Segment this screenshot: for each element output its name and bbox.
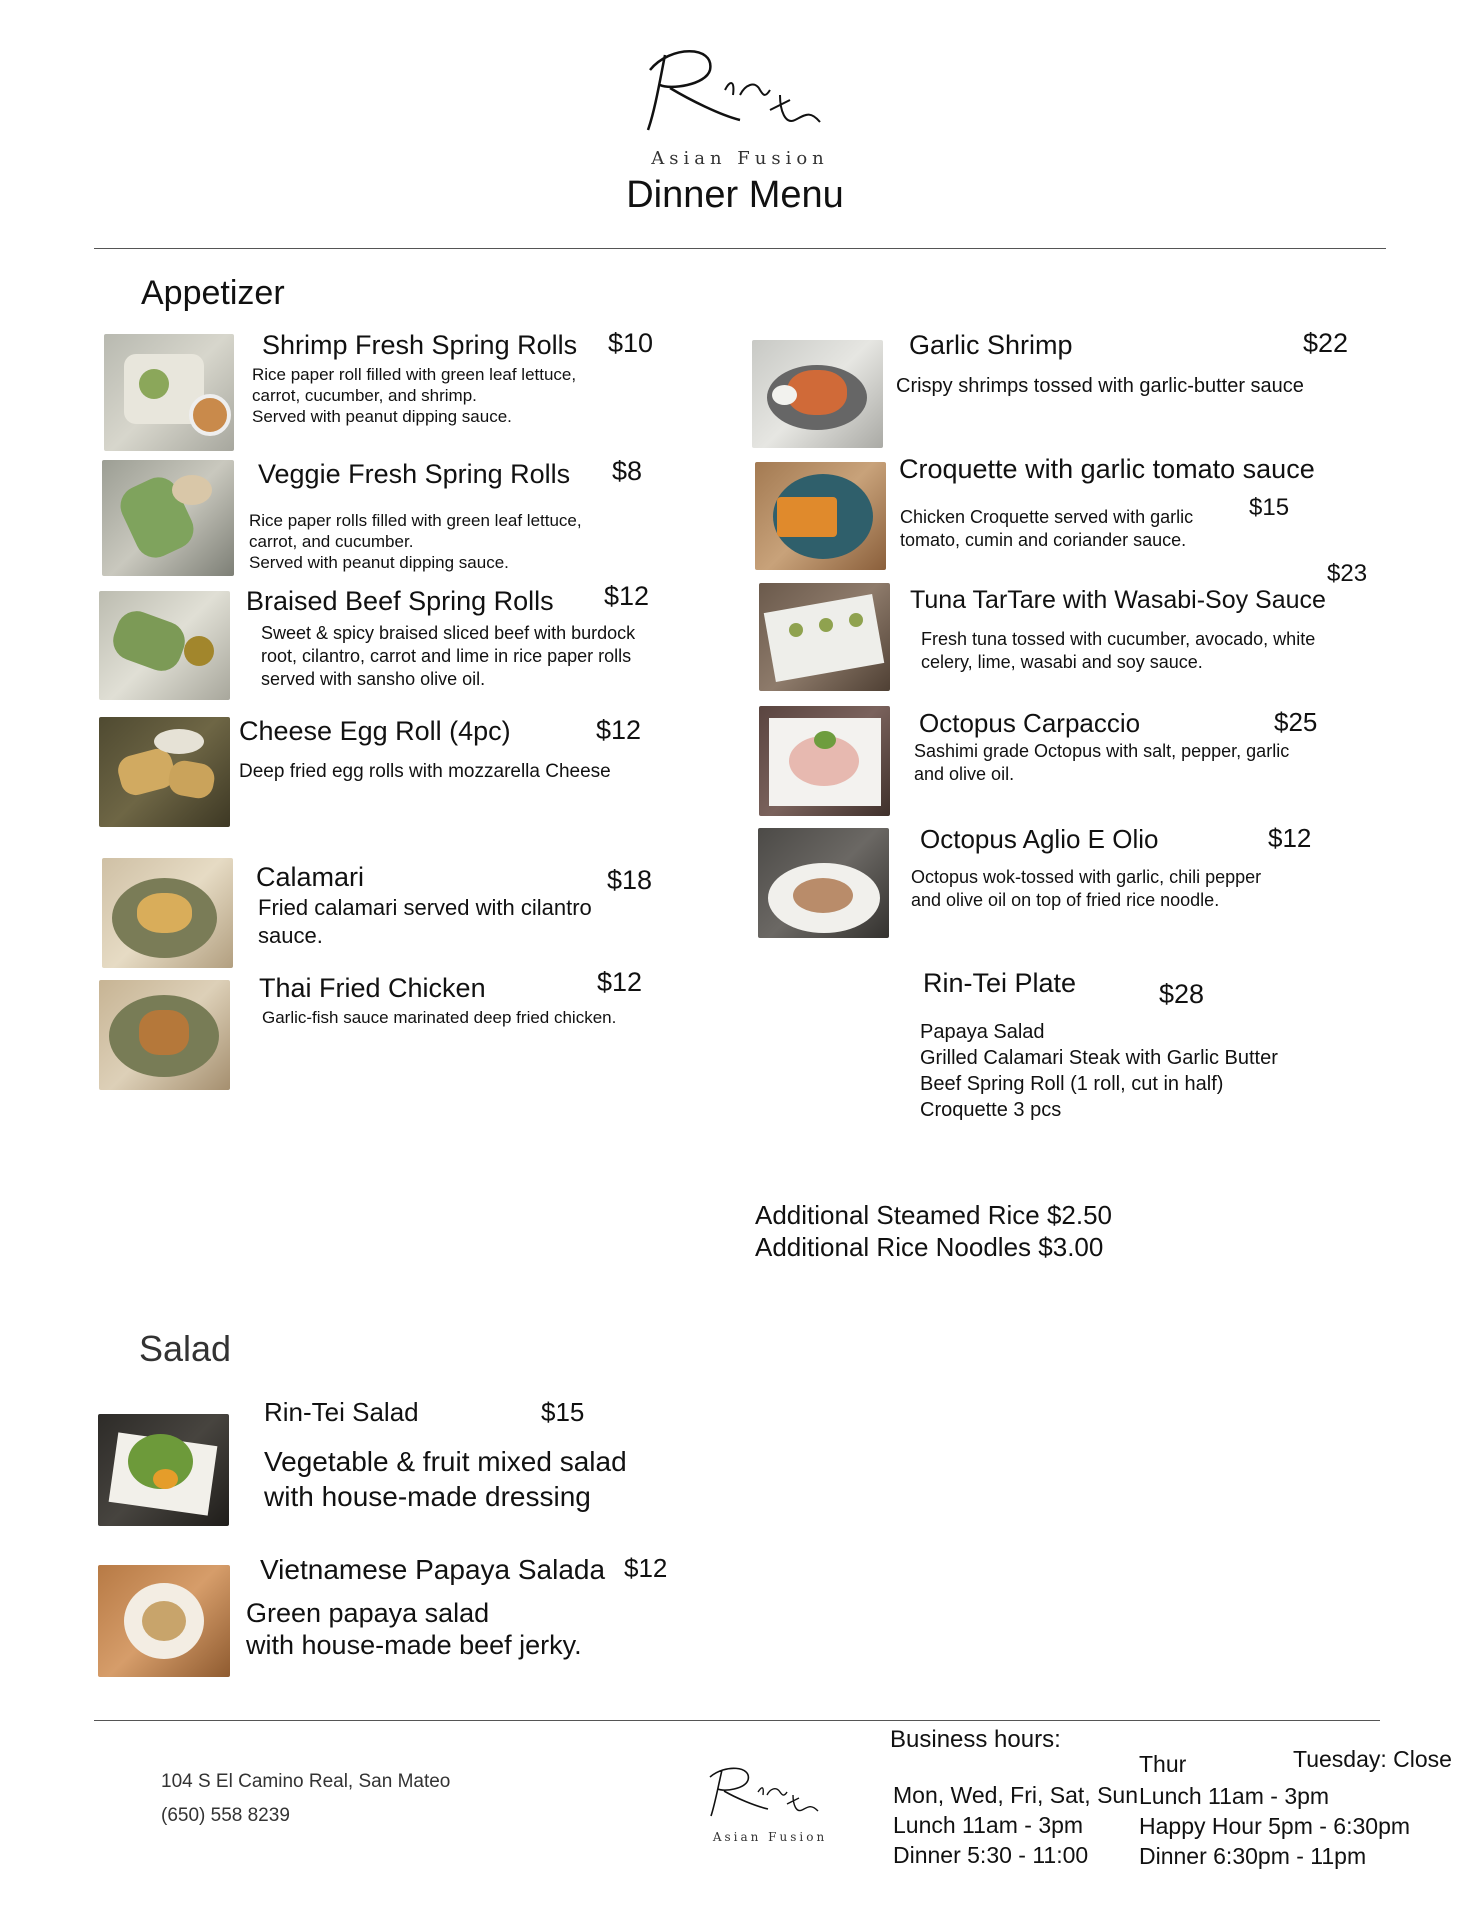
item-description: Green papaya salad with house-made beef jerky.	[246, 1598, 582, 1660]
braised-beef-rolls-photo	[99, 591, 230, 700]
item-name: Veggie Fresh Spring Rolls	[258, 459, 571, 489]
phone: (650) 558 8239	[161, 1805, 290, 1826]
hours-title: Business hours:	[890, 1726, 1061, 1753]
thai-fried-chicken-photo	[99, 980, 230, 1090]
item-description: Vegetable & fruit mixed salad with house-made dressing	[264, 1446, 627, 1512]
item-name: Rin-Tei Salad	[264, 1397, 419, 1427]
item-description: Fried calamari served with cilantro sauce.	[258, 895, 592, 948]
calamari-photo	[102, 858, 233, 968]
shrimp-spring-rolls-photo	[104, 334, 234, 451]
garlic-shrimp-photo	[752, 340, 883, 448]
item-price: $15	[1249, 494, 1290, 521]
tuna-tartare-photo	[759, 583, 890, 691]
hours-closed: Tuesday: Close	[1293, 1746, 1452, 1772]
appetizer-heading: Appetizer	[141, 274, 285, 312]
item-price: $25	[1274, 707, 1318, 737]
veggie-spring-rolls-photo	[102, 460, 234, 576]
item-price: $10	[608, 328, 654, 358]
item-description: Rice paper roll filled with green leaf lettuce, carrot, cucumber, and shrimp. Served with peanut dipping sauce.	[252, 365, 577, 426]
item-price: $18	[607, 865, 653, 895]
header-divider	[94, 248, 1386, 249]
item-description: Chicken Croquette served with garlic tomato, cumin and coriander sauce.	[900, 507, 1194, 550]
item-price: $15	[541, 1397, 585, 1427]
octopus-aglio-photo	[758, 828, 889, 938]
item-description: Deep fried egg rolls with mozzarella Cheese	[239, 761, 611, 782]
octopus-carpaccio-photo	[759, 706, 890, 816]
hours-thursday: Lunch 11am - 3pm Happy Hour 5pm - 6:30pm Dinner 6:30pm - 11pm	[1139, 1783, 1411, 1869]
croquette-photo	[755, 462, 886, 570]
footer-divider	[94, 1720, 1380, 1721]
footer-tagline: Asian Fusion	[712, 1830, 828, 1844]
item-price: $12	[596, 715, 642, 745]
item-price: $12	[1268, 823, 1312, 853]
item-name: Shrimp Fresh Spring Rolls	[262, 330, 578, 360]
item-name: Garlic Shrimp	[909, 330, 1073, 360]
item-description: Crispy shrimps tossed with garlic-butter sauce	[896, 375, 1304, 397]
item-price: $12	[597, 967, 643, 997]
footer-logo	[700, 1762, 830, 1822]
item-name: Braised Beef Spring Rolls	[246, 586, 554, 616]
item-name: Vietnamese Papaya Salada	[260, 1554, 606, 1585]
item-price: $8	[612, 456, 643, 486]
plate-name: Rin-Tei Plate	[923, 968, 1077, 998]
item-description: Rice paper rolls filled with green leaf lettuce, carrot, and cucumber. Served with peanut dipping sauce.	[249, 511, 582, 572]
logo-mark	[630, 40, 840, 140]
item-description: Fresh tuna tossed with cucumber, avocado, white celery, lime, wasabi and soy sauce.	[921, 629, 1316, 672]
item-name: Croquette with garlic tomato sauce	[899, 454, 1315, 484]
address: 104 S El Camino Real, San Mateo	[161, 1771, 451, 1792]
item-description: Garlic-fish sauce marinated deep fried chicken.	[262, 1008, 617, 1027]
logo	[630, 40, 840, 140]
salad-heading: Salad	[139, 1328, 232, 1369]
item-price: $12	[604, 581, 650, 611]
rin-tei-salad-photo	[98, 1414, 229, 1526]
item-name: Octopus Aglio E Olio	[920, 824, 1159, 854]
item-price: $23	[1327, 560, 1368, 587]
item-name: Tuna TarTare with Wasabi-Soy Sauce	[910, 586, 1326, 614]
papaya-salad-photo	[98, 1565, 230, 1677]
item-description: Sashimi grade Octopus with salt, pepper, garlic and olive oil.	[914, 741, 1290, 784]
item-name: Cheese Egg Roll (4pc)	[239, 716, 511, 746]
item-name: Octopus Carpaccio	[919, 708, 1141, 738]
logo-tagline: Asian Fusion	[651, 148, 829, 169]
page-title: Dinner Menu	[626, 174, 844, 216]
item-price: $12	[624, 1553, 668, 1583]
hours-weekday: Mon, Wed, Fri, Sat, Sun Lunch 11am - 3pm Dinner 5:30 - 11:00	[893, 1782, 1139, 1868]
hours-thursday-title: Thur	[1139, 1751, 1187, 1777]
item-name: Calamari	[256, 862, 365, 892]
item-description: Octopus wok-tossed with garlic, chili pepper and olive oil on top of fried rice noodle.	[911, 867, 1262, 910]
extras-list: Additional Steamed Rice $2.50 Additional Rice Noodles $3.00	[755, 1200, 1113, 1262]
item-description: Sweet & spicy braised sliced beef with burdock root, cilantro, carrot and lime in rice paper rolls served with sansho olive oil.	[261, 623, 636, 689]
plate-items: Papaya Salad Grilled Calamari Steak with Garlic Butter Beef Spring Roll (1 roll, cut in half) Croquette 3 pcs	[920, 1021, 1278, 1121]
footer-logo-mark	[700, 1762, 830, 1822]
item-name: Thai Fried Chicken	[259, 973, 486, 1003]
plate-price: $28	[1159, 979, 1205, 1009]
item-price: $22	[1303, 328, 1349, 358]
cheese-egg-roll-photo	[99, 717, 230, 827]
